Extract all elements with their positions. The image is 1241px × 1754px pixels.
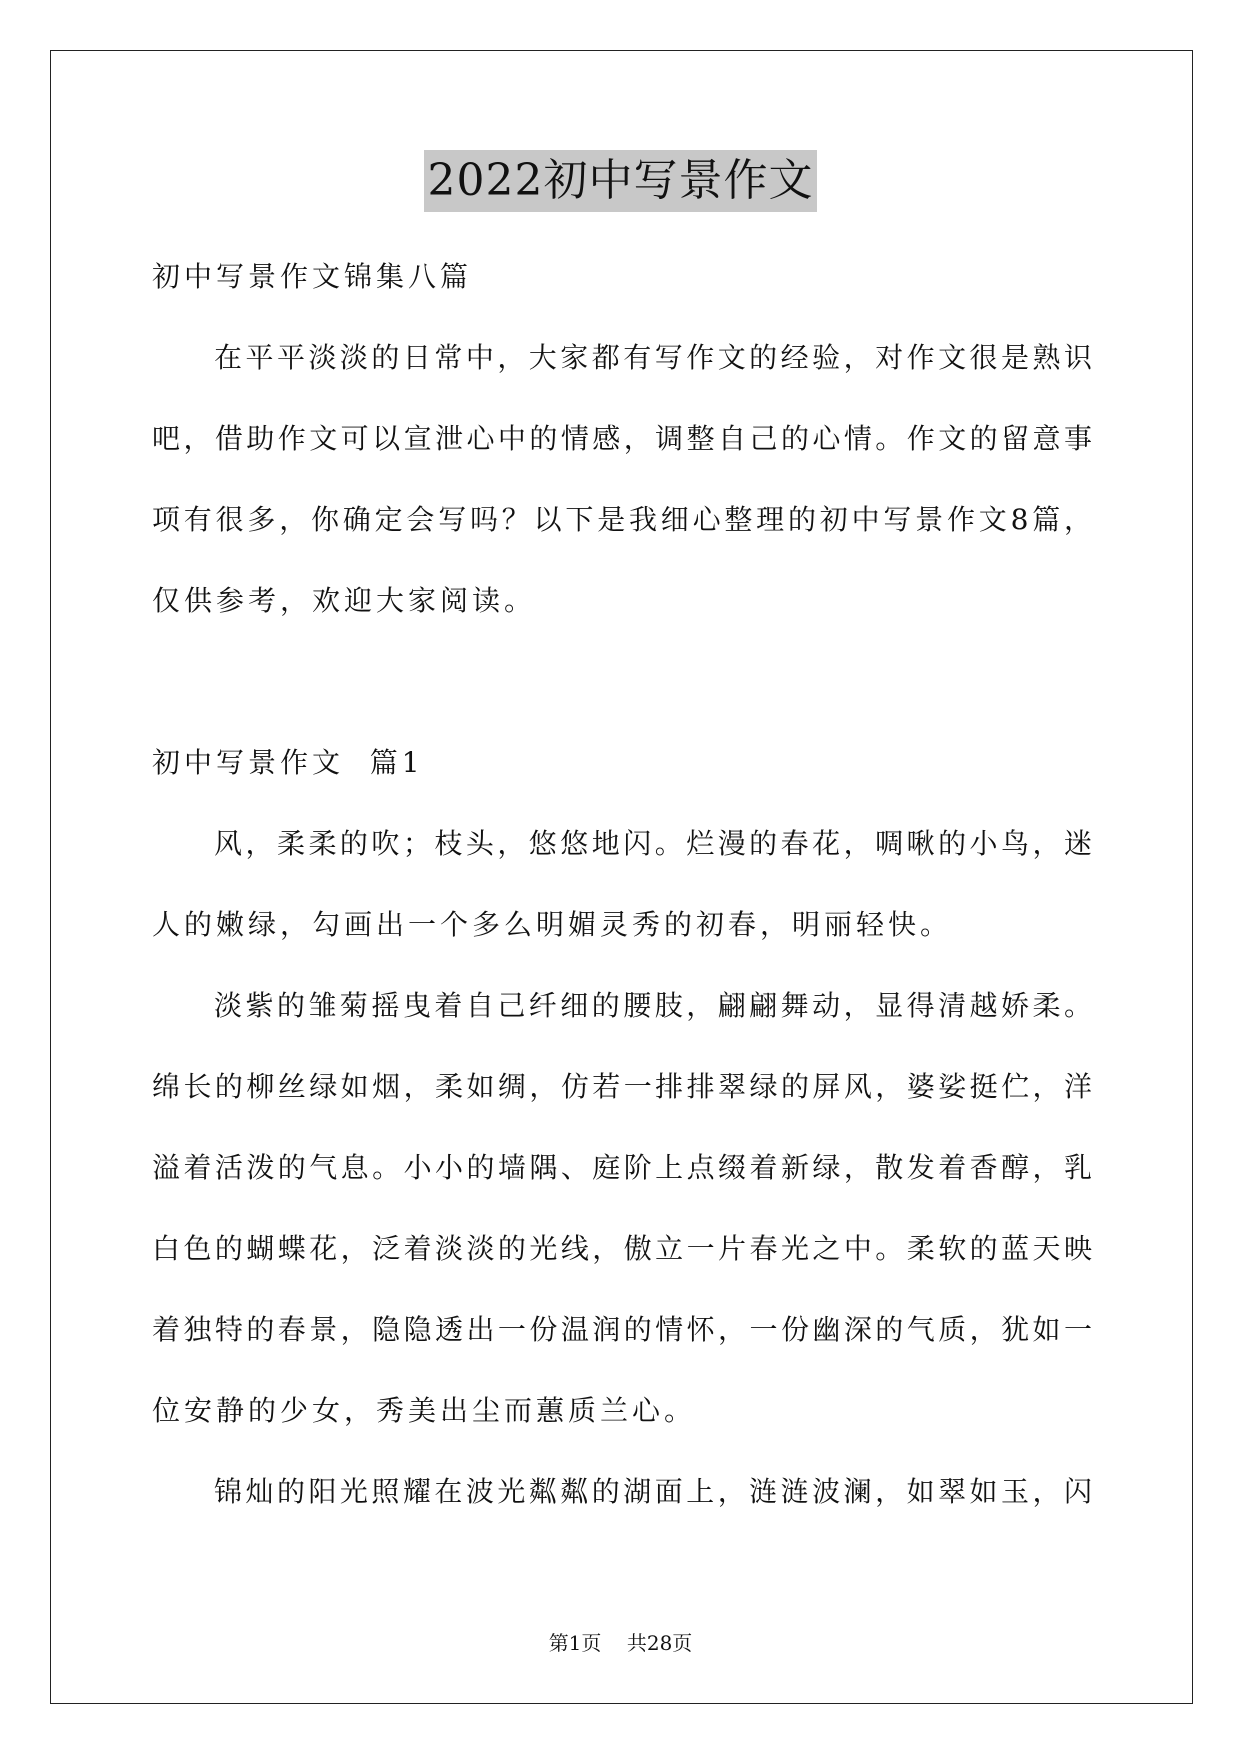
paragraph-line: 淡紫的雏菊摇曳着自己纤细的腰肢，翩翩舞动，显得清越娇柔。	[214, 989, 1092, 1022]
page-number: 第1页 共28页	[548, 1631, 693, 1655]
paragraph-line: 位安静的少女，秀美出尘而蕙质兰心。	[152, 1394, 697, 1427]
paragraph-line: 锦灿的阳光照耀在波光粼粼的湖面上，涟涟波澜，如翠如玉，闪	[214, 1475, 1092, 1508]
paragraph-line: 人的嫩绿，勾画出一个多么明媚灵秀的初春，明丽轻快。	[152, 908, 953, 941]
paragraph-line: 着独特的春景，隐隐透出一份温润的情怀，一份幽深的气质，犹如一	[152, 1313, 1092, 1346]
paragraph-line: 溢着活泼的气息。小小的墙隅、庭阶上点缀着新绿，散发着香醇，乳	[152, 1151, 1092, 1184]
paragraph-line: 仅供参考，欢迎大家阅读。	[152, 584, 537, 617]
document-subtitle: 初中写景作文锦集八篇	[152, 260, 473, 293]
document-body	[152, 236, 1092, 1532]
paragraph-line: 绵长的柳丝绿如烟，柔如绸，仿若一排排翠绿的屏风，婆娑挺伫，洋	[152, 1070, 1092, 1103]
paragraph-3	[152, 1451, 1092, 1532]
paragraph-line: 在平平淡淡的日常中，大家都有写作文的经验，对作文很是熟识	[214, 341, 1092, 374]
blank-line	[152, 641, 1092, 722]
intro-paragraph	[152, 317, 1092, 641]
title-container	[0, 150, 1241, 212]
page-footer	[0, 1628, 1241, 1658]
paragraph-line: 风，柔柔的吹；枝头，悠悠地闪。烂漫的春花，啁啾的小鸟，迷	[214, 827, 1092, 860]
section-heading: 初中写景作文 篇1	[152, 746, 424, 779]
paragraph-1	[152, 803, 1092, 965]
document-title: 2022初中写景作文	[424, 150, 818, 212]
paragraph-line: 项有很多，你确定会写吗？以下是我细心整理的初中写景作文8篇，	[152, 503, 1092, 536]
paragraph-line: 吧，借助作文可以宣泄心中的情感，调整自己的心情。作文的留意事	[152, 422, 1092, 455]
paragraph-2	[152, 965, 1092, 1451]
paragraph-line: 白色的蝴蝶花，泛着淡淡的光线，傲立一片春光之中。柔软的蓝天映	[152, 1232, 1092, 1265]
